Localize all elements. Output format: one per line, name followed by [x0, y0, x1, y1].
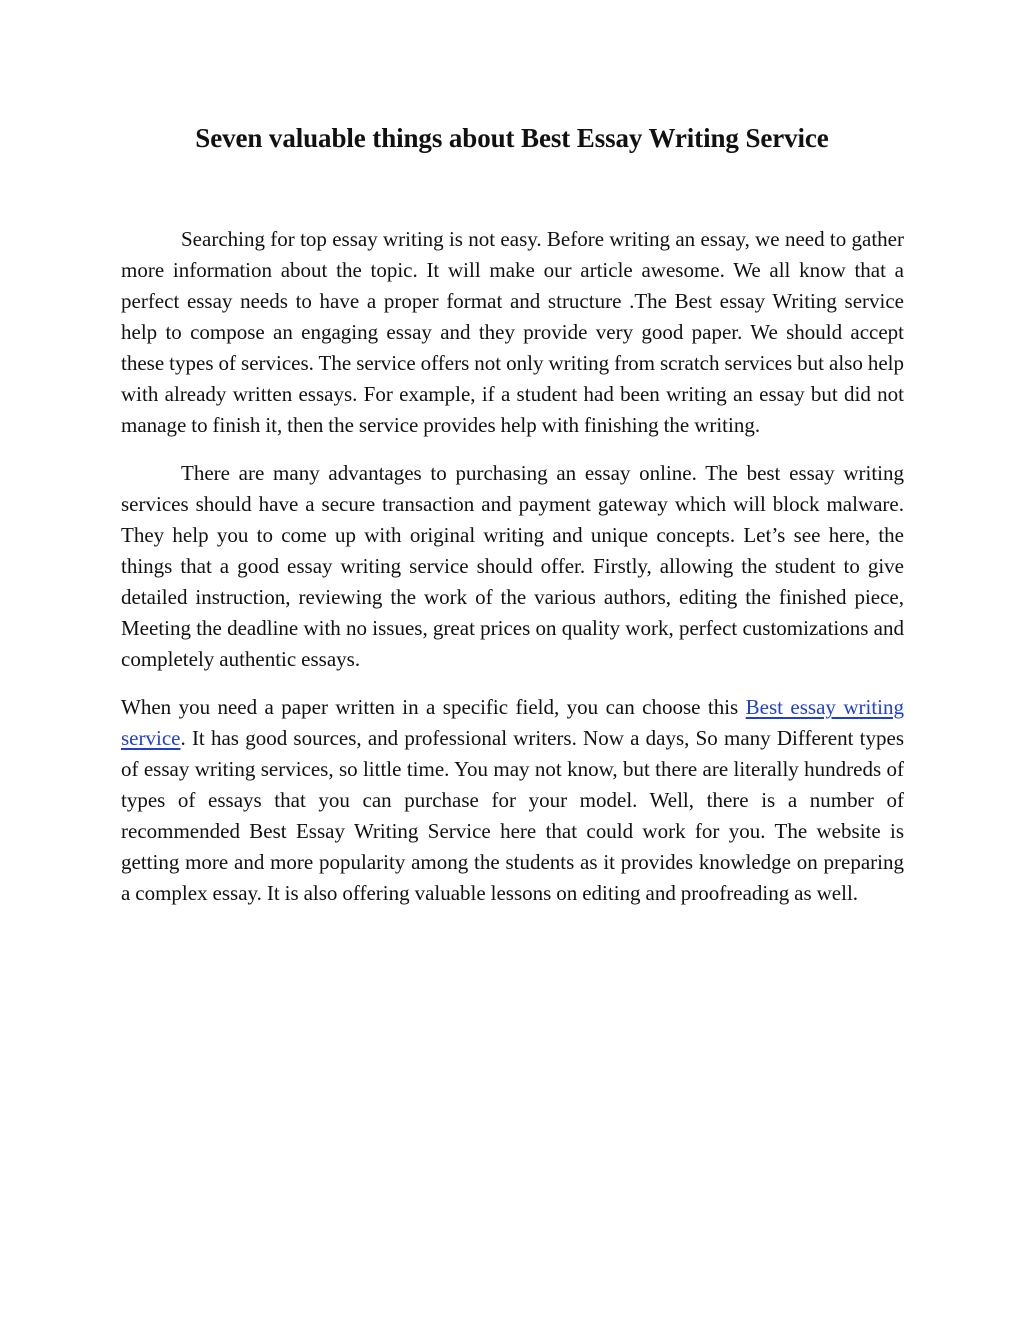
paragraph-3-trailing-text: . It has good sources, and professional writers. Now a days, So many Different types of essay writing services, so little time. You may not know, but there are literally hundreds of types of essays that you can purchase for your model. Well, there is a number of recommended Best Essay Writing Service here that could work for you. The website is getting more and more popularity among the students as it provides knowledge on preparing a complex essay. It is also offering valuable lessons on editing and proofreading as well. — [121, 726, 904, 905]
document-body — [121, 224, 904, 909]
paragraph-3 — [121, 692, 904, 909]
document-title: Seven valuable things about Best Essay Writing Service — [195, 123, 829, 153]
paragraph-3-lead-text: When you need a paper written in a specific field, you can choose this — [121, 695, 746, 719]
paragraph-2: There are many advantages to purchasing an essay online. The best essay writing services should have a secure transaction and payment gateway which will block malware. They help you to come up with original writing and unique concepts. Let’s see here, the things that a good essay writing service should offer. Firstly, allowing the student to give detailed instruction, reviewing the work of the various authors, editing the finished piece, Meeting the deadline with no issues, great prices on quality work, perfect customizations and completely authentic essays. — [121, 461, 904, 671]
best-essay-writing-service-link[interactable]: Best essay writing service — [121, 695, 904, 750]
paragraph-1: Searching for top essay writing is not easy. Before writing an essay, we need to gather more information about the topic. It will make our article awesome. We all know that a perfect essay needs to have a proper format and structure .The Best essay Writing service help to compose an engaging essay and they provide very good paper. We should accept these types of services. The service offers not only writing from scratch services but also help with already written essays. For example, if a student had been writing an essay but did not manage to finish it, then the service provides help with finishing the writing. — [121, 227, 904, 437]
